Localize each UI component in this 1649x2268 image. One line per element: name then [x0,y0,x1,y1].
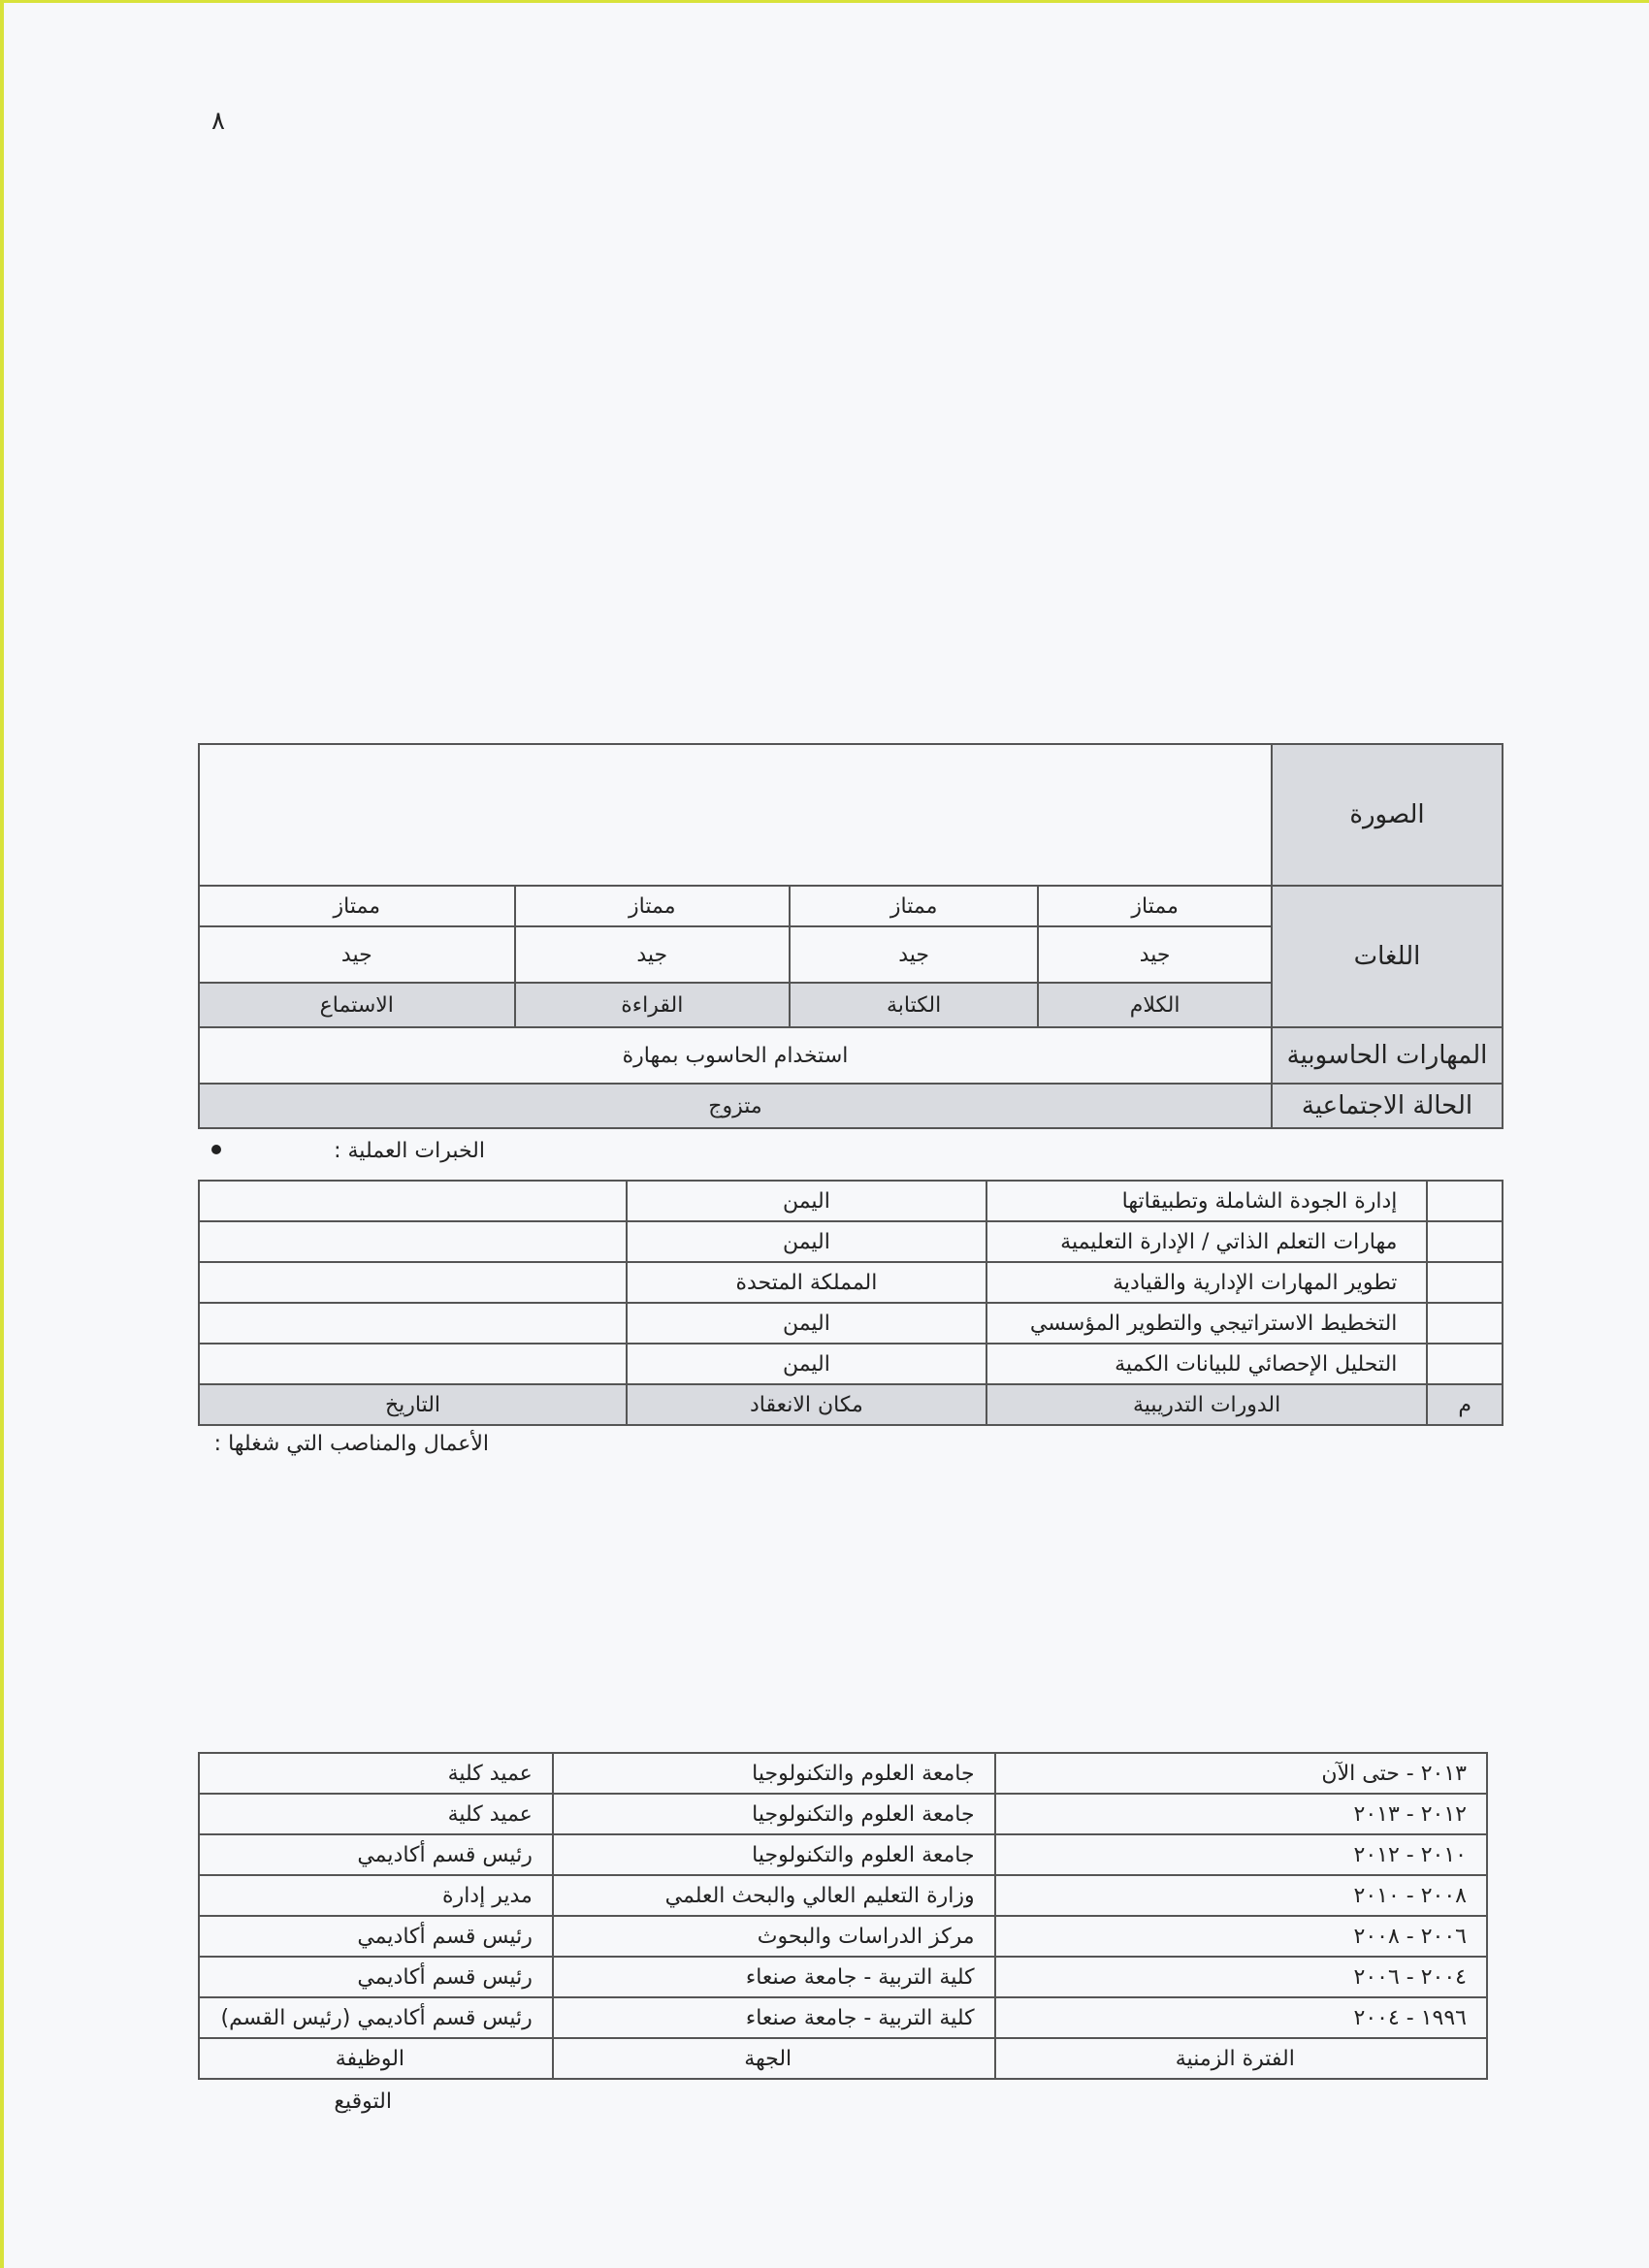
skill-header: الكتابة [790,983,1038,1027]
table-cell [1427,1303,1503,1344]
column-header: التاريخ [199,1384,627,1425]
level-cell: جيد [1038,926,1272,983]
table-cell: ٢٠٠٦ - ٢٠٠٨ [995,1916,1487,1957]
table-cell [199,1303,627,1344]
photo-label: الصورة [1272,744,1503,886]
table-header-row [199,1384,1503,1425]
table-cell [1427,1221,1503,1262]
table-cell: تطوير المهارات الإدارية والقيادية [986,1262,1428,1303]
courses-table [198,1180,1504,1426]
table-row [199,1262,1503,1303]
section-heading: الأعمال والمناصب التي شغلها : [213,1432,489,1456]
table-cell: التخطيط الاستراتيجي والتطوير المؤسسي [986,1303,1428,1344]
table-header-row [199,2038,1487,2079]
level-cell: ممتاز [515,886,790,926]
table-row [199,1221,1503,1262]
skill-header: الاستماع [199,983,515,1027]
personal-info-table [198,743,1504,1129]
table-cell: ٢٠١٠ - ٢٠١٢ [995,1834,1487,1875]
table-cell: عميد كلية [199,1794,553,1834]
table-cell: رئيس قسم أكاديمي [199,1957,553,1997]
table-cell: جامعة العلوم والتكنولوجيا [553,1794,995,1834]
level-cell: جيد [515,926,790,983]
table-cell: جامعة العلوم والتكنولوجيا [553,1834,995,1875]
table-row [199,1997,1487,2038]
table-cell: اليمن [627,1221,986,1262]
page-edge-top [0,0,1649,3]
computer-skills-label: المهارات الحاسوبية [1272,1027,1503,1084]
table-row [199,1181,1503,1221]
table-cell: ٢٠٠٨ - ٢٠١٠ [995,1875,1487,1916]
column-header: الدورات التدريبية [986,1384,1428,1425]
skill-header: القراءة [515,983,790,1027]
table-cell: ١٩٩٦ - ٢٠٠٤ [995,1997,1487,2038]
table-cell [1427,1344,1503,1384]
table-cell [1427,1181,1503,1221]
page-edge [0,0,4,2268]
column-header: الوظيفة [199,2038,553,2079]
table-cell [199,1344,627,1384]
table-cell: مهارات التعلم الذاتي / الإدارة التعليمية [986,1221,1428,1262]
level-cell: جيد [199,926,515,983]
marital-status-value: متزوج [199,1084,1272,1128]
table-cell [199,1221,627,1262]
table-cell: رئيس قسم أكاديمي [199,1916,553,1957]
table-cell: ٢٠١٢ - ٢٠١٣ [995,1794,1487,1834]
level-cell: ممتاز [199,886,515,926]
table-cell: عميد كلية [199,1753,553,1794]
table-row [199,1303,1503,1344]
languages-label: اللغات [1272,886,1503,1027]
level-cell: جيد [790,926,1038,983]
table-cell: ٢٠٠٤ - ٢٠٠٦ [995,1957,1487,1997]
table-cell: كلية التربية - جامعة صنعاء [553,1957,995,1997]
table-cell: مدير إدارة [199,1875,553,1916]
column-header: مكان الانعقاد [627,1384,986,1425]
table-cell: اليمن [627,1181,986,1221]
table-cell: جامعة العلوم والتكنولوجيا [553,1753,995,1794]
table-row [199,1344,1503,1384]
table-cell [1427,1262,1503,1303]
table-cell: المملكة المتحدة [627,1262,986,1303]
table-cell: كلية التربية - جامعة صنعاء [553,1997,995,2038]
column-header: الفترة الزمنية [995,2038,1487,2079]
column-header: الجهة [553,2038,995,2079]
table-cell: رئيس قسم أكاديمي (رئيس القسم) [199,1997,553,2038]
marital-status-label: الحالة الاجتماعية [1272,1084,1503,1128]
page-number: ٨ [211,107,225,136]
table-cell: اليمن [627,1303,986,1344]
skill-header: الكلام [1038,983,1272,1027]
table-cell: التحليل الإحصائي للبيانات الكمية [986,1344,1428,1384]
section-heading: الخبرات العملية : [334,1139,485,1163]
computer-skills-value: استخدام الحاسوب بمهارة [199,1027,1272,1084]
table-cell: مركز الدراسات والبحوث [553,1916,995,1957]
level-cell: ممتاز [1038,886,1272,926]
table-cell [199,1262,627,1303]
table-cell: إدارة الجودة الشاملة وتطبيقاتها [986,1181,1428,1221]
table-cell: اليمن [627,1344,986,1384]
footer-note: التوقيع [334,2090,392,2114]
column-header: م [1427,1384,1503,1425]
table-cell [199,1181,627,1221]
table-row [199,1834,1487,1875]
photo-cell [199,744,1272,886]
table-row [199,1753,1487,1794]
table-row [199,1794,1487,1834]
table-cell: وزارة التعليم العالي والبحث العلمي [553,1875,995,1916]
positions-table [198,1752,1488,2080]
table-cell: رئيس قسم أكاديمي [199,1834,553,1875]
level-cell: ممتاز [790,886,1038,926]
table-row [199,1957,1487,1997]
table-row [199,1875,1487,1916]
table-cell: ٢٠١٣ - حتى الآن [995,1753,1487,1794]
table-row [199,1916,1487,1957]
